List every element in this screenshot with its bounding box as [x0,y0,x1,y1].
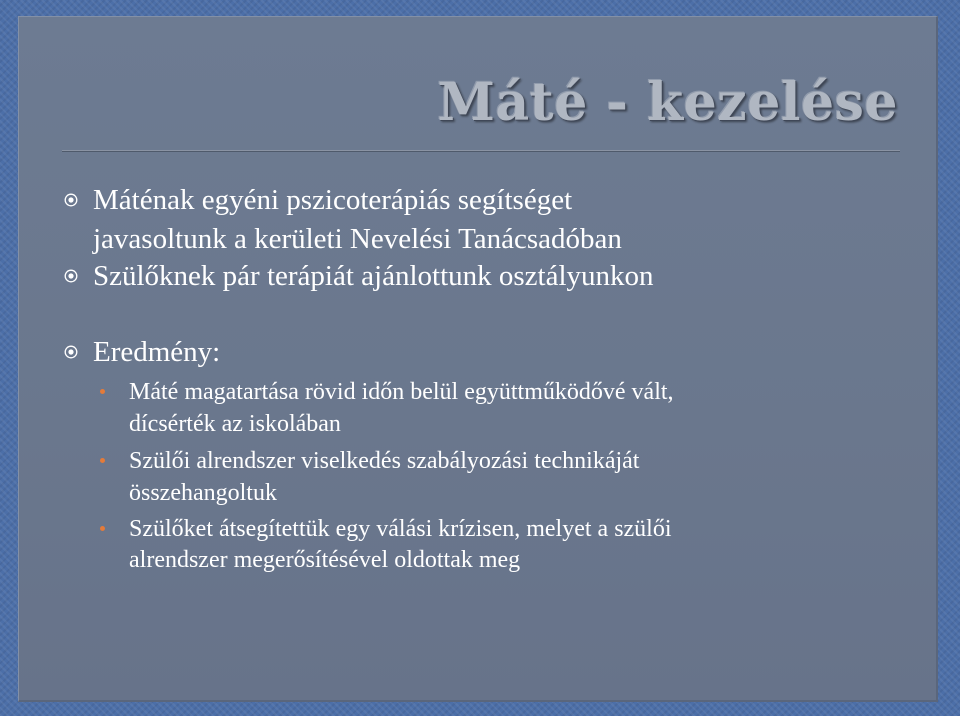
sub-bullet-3-line-2: alrendszer megerősítésével oldottak meg [129,547,521,573]
circled-dot-icon [64,193,78,207]
sub-bullet-1-line-1: Máté magatartása rövid időn belül együttműködővé vált, [129,379,674,405]
orange-dot-icon [100,389,105,394]
title-divider [62,150,900,152]
bullet-1-line-2: javasoltunk a kerületi Nevelési Tanácsadóban [93,223,622,255]
sub-bullet-2-line-1: Szülői alrendszer viselkedés szabályozási technikáját [129,448,640,474]
bullet-3-line-1: Eredmény: [93,336,221,368]
sub-bullet-3-line-1: Szülőket átsegítettük egy válási krízisen, melyet a szülői [129,516,672,542]
circled-dot-icon [64,345,78,359]
bullet-1-line-1: Máténak egyéni pszicoterápiás segítséget [93,184,573,216]
orange-dot-icon [100,458,105,463]
sub-bullet-2-line-2: összehangoltuk [129,480,277,506]
orange-dot-icon [100,526,105,531]
sub-bullet-1-line-2: dícsérték az iskolában [129,411,341,437]
circled-dot-icon [64,269,78,283]
slide-title: Máté - kezelése [437,72,898,133]
bullet-2-line-1: Szülőknek pár terápiát ajánlottunk osztályunkon [93,260,654,292]
